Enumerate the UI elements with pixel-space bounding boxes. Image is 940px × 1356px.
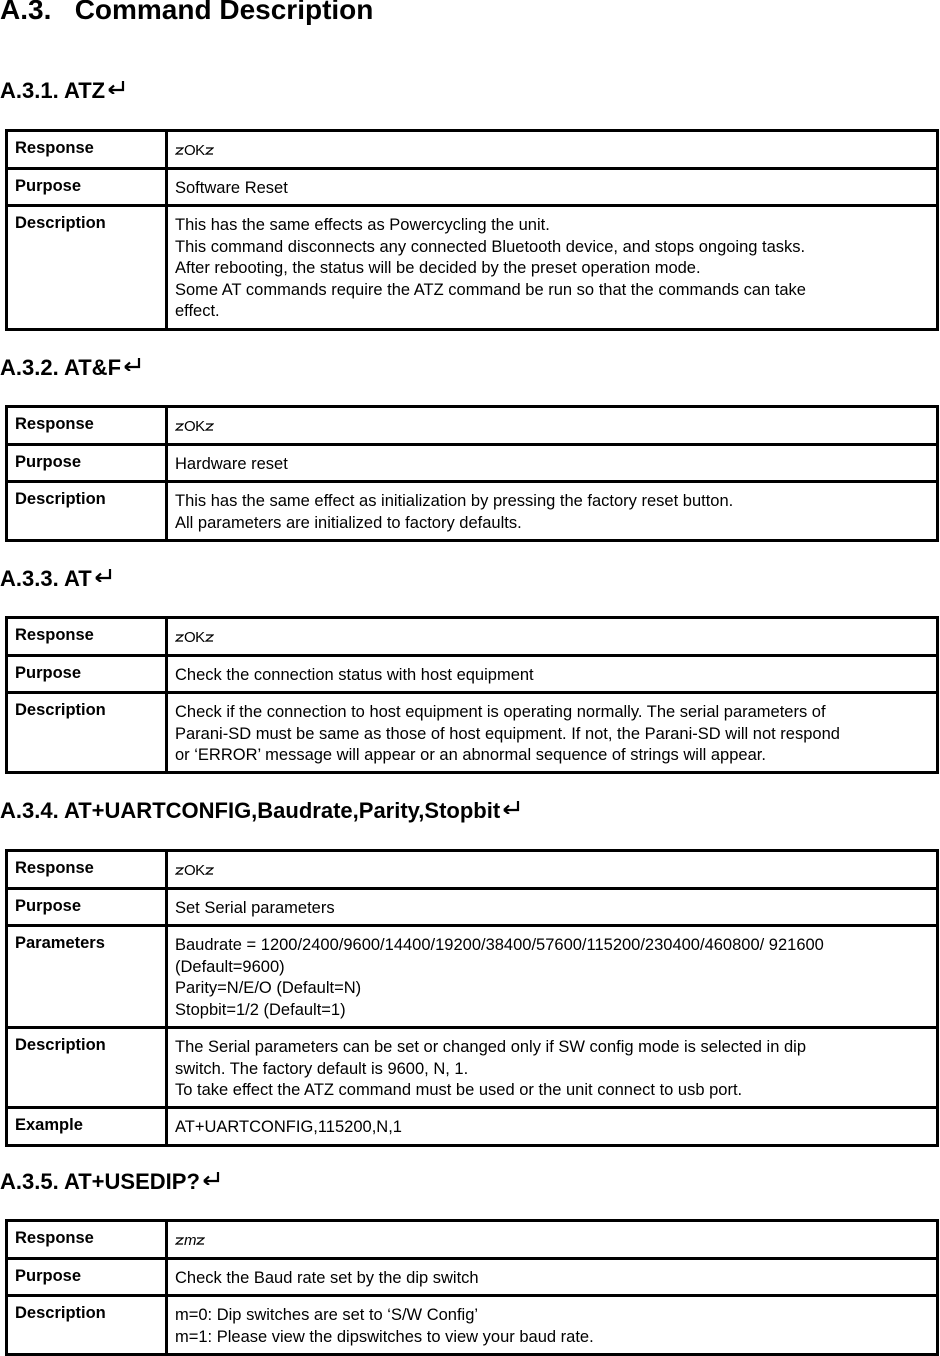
- cr-lf-icon: [175, 865, 184, 877]
- response-value: m: [175, 1230, 205, 1252]
- cr-lf-icon: [205, 421, 214, 433]
- row-label: Parameters: [7, 926, 167, 1028]
- description-line: This command disconnects any connected Bluetooth device, and stops ongoing tasks.: [175, 237, 806, 256]
- purpose-text: Hardware reset: [175, 455, 288, 474]
- command-table-atz: [5, 129, 939, 331]
- table-row: [7, 407, 938, 445]
- command-table-atf: [5, 405, 939, 542]
- command-table-at: [5, 616, 939, 774]
- parameter-line: Stopbit=1/2 (Default=1): [175, 1000, 346, 1019]
- description-line: This has the same effects as Powercycling the unit.: [175, 216, 550, 235]
- row-label: Example: [7, 1108, 167, 1146]
- purpose-text: Software Reset: [175, 179, 288, 198]
- parameter-line: Parity=N/E/O (Default=N): [175, 979, 362, 998]
- cr-lf-icon: [175, 421, 184, 433]
- table-row: [7, 131, 938, 169]
- row-label: Purpose: [7, 656, 167, 693]
- row-label: Purpose: [7, 169, 167, 206]
- table-row: [7, 926, 938, 1028]
- description-cell: [167, 1296, 938, 1355]
- table-row: [7, 1221, 938, 1259]
- response-value: OK: [175, 140, 214, 162]
- response-value: OK: [175, 416, 214, 438]
- description-line: After rebooting, the status will be decided by the preset operation mode.: [175, 259, 701, 278]
- cr-lf-icon: [175, 1235, 184, 1247]
- row-label: Description: [7, 693, 167, 773]
- row-label: Description: [7, 206, 167, 330]
- parameter-line: Baudrate = 1200/2400/9600/14400/19200/38400/57600/115200/230400/460800/ 921600: [175, 936, 824, 955]
- purpose-cell: [167, 1259, 938, 1296]
- section-heading-atz: A.3.1. ATZ: [0, 78, 126, 104]
- return-arrow-icon: [201, 1171, 221, 1185]
- cr-lf-icon: [196, 1235, 205, 1247]
- page-title: A.3. Command Description: [0, 0, 374, 25]
- response-cell: [167, 1221, 938, 1259]
- parameters-cell: [167, 926, 938, 1028]
- table-row: [7, 482, 938, 541]
- row-label: Response: [7, 851, 167, 889]
- cr-lf-icon: [175, 632, 184, 644]
- response-cell: [167, 131, 938, 169]
- return-arrow-icon: [93, 568, 113, 582]
- section-heading-atf: A.3.2. AT&F: [0, 355, 142, 381]
- description-line: Check if the connection to host equipment is operating normally. The serial parameters of: [175, 703, 826, 722]
- cr-lf-icon: [205, 632, 214, 644]
- example-text: AT+UARTCONFIG,115200,N,1: [175, 1118, 402, 1137]
- parameter-line: (Default=9600): [175, 957, 285, 976]
- section-heading-at: A.3.3. AT: [0, 566, 113, 592]
- table-row: [7, 851, 938, 889]
- table-row: [7, 1028, 938, 1108]
- row-label: Description: [7, 482, 167, 541]
- cr-lf-icon: [205, 145, 214, 157]
- return-arrow-icon: [122, 357, 142, 371]
- description-line: All parameters are initialized to factory defaults.: [175, 513, 522, 532]
- response-cell: [167, 407, 938, 445]
- description-line: To take effect the ATZ command must be used or the unit connect to usb port.: [175, 1081, 743, 1100]
- description-line: The Serial parameters can be set or changed only if SW config mode is selected in dip: [175, 1038, 806, 1057]
- description-cell: [167, 206, 938, 330]
- table-row: [7, 693, 938, 773]
- row-label: Description: [7, 1028, 167, 1108]
- description-line: m=0: Dip switches are set to ‘S/W Config’: [175, 1306, 479, 1325]
- command-table-uartconfig: [5, 849, 939, 1147]
- description-cell: [167, 1028, 938, 1108]
- return-arrow-icon: [501, 800, 521, 814]
- table-row: [7, 1259, 938, 1296]
- response-value: OK: [175, 627, 214, 649]
- table-row: [7, 1108, 938, 1146]
- row-label: Purpose: [7, 889, 167, 926]
- purpose-text: Set Serial parameters: [175, 899, 335, 918]
- table-row: [7, 889, 938, 926]
- purpose-cell: [167, 889, 938, 926]
- row-label: Purpose: [7, 445, 167, 482]
- purpose-cell: [167, 656, 938, 693]
- response-cell: [167, 851, 938, 889]
- purpose-text: Check the connection status with host equipment: [175, 666, 534, 685]
- table-row: [7, 618, 938, 656]
- row-label: Purpose: [7, 1259, 167, 1296]
- description-line: or ‘ERROR’ message will appear or an abnormal sequence of strings will appear.: [175, 746, 766, 765]
- section-heading-uartconfig: A.3.4. AT+UARTCONFIG,Baudrate,Parity,Stopbit: [0, 798, 521, 824]
- description-line: Parani-SD must be same as those of host equipment. If not, the Parani-SD will not respond: [175, 724, 840, 743]
- purpose-cell: [167, 169, 938, 206]
- table-row: [7, 656, 938, 693]
- row-label: Response: [7, 131, 167, 169]
- row-label: Response: [7, 618, 167, 656]
- table-row: [7, 1296, 938, 1355]
- row-label: Description: [7, 1296, 167, 1355]
- response-cell: [167, 618, 938, 656]
- row-label: Response: [7, 407, 167, 445]
- cr-lf-icon: [175, 145, 184, 157]
- row-label: Response: [7, 1221, 167, 1259]
- description-line: m=1: Please view the dipswitches to view your baud rate.: [175, 1327, 594, 1346]
- return-arrow-icon: [106, 80, 126, 94]
- example-cell: [167, 1108, 938, 1146]
- command-table-usedip: [5, 1219, 939, 1356]
- purpose-cell: [167, 445, 938, 482]
- description-line: This has the same effect as initialization by pressing the factory reset button.: [175, 492, 734, 511]
- purpose-text: Check the Baud rate set by the dip switch: [175, 1269, 479, 1288]
- description-cell: [167, 693, 938, 773]
- table-row: [7, 169, 938, 206]
- section-heading-usedip: A.3.5. AT+USEDIP?: [0, 1169, 221, 1195]
- description-line: Some AT commands require the ATZ command be run so that the commands can take: [175, 280, 806, 299]
- response-value: OK: [175, 860, 214, 882]
- table-row: [7, 206, 938, 330]
- table-row: [7, 445, 938, 482]
- description-line: switch. The factory default is 9600, N, 1.: [175, 1059, 469, 1078]
- cr-lf-icon: [205, 865, 214, 877]
- description-cell: [167, 482, 938, 541]
- description-line: effect.: [175, 302, 220, 321]
